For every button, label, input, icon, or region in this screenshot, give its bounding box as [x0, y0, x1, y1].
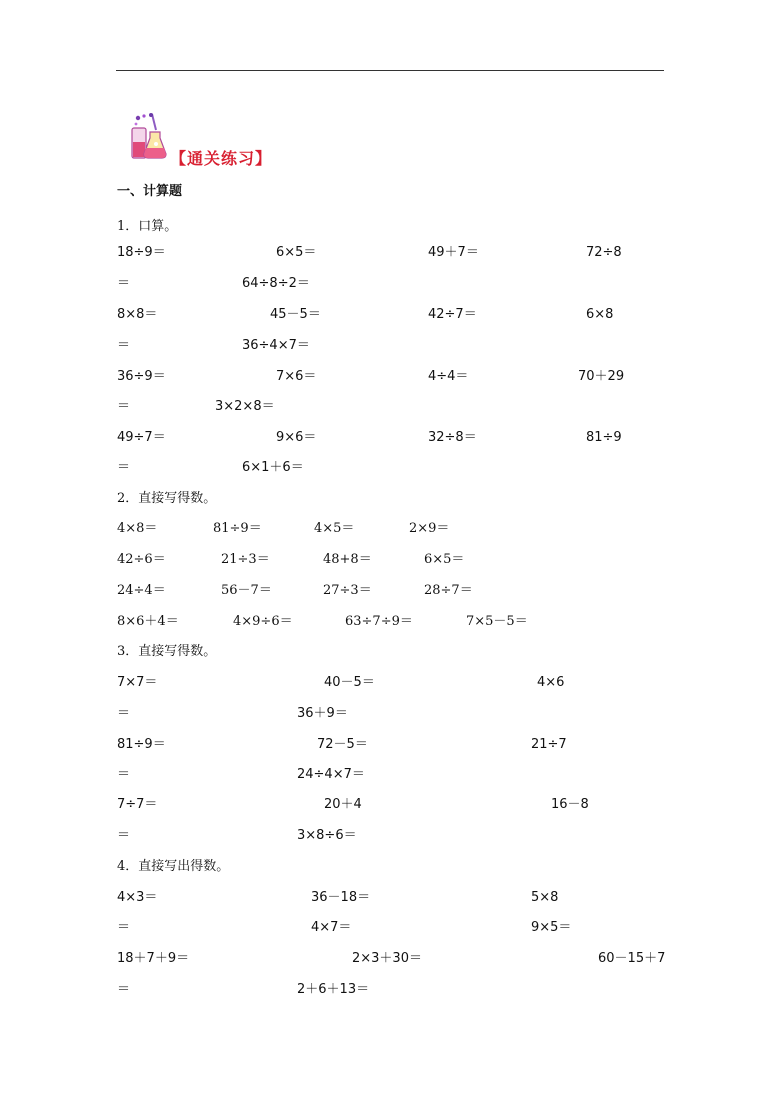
- problem: 8×8＝: [117, 307, 158, 322]
- problem: 2＋6＋13＝: [297, 982, 370, 997]
- problem: 48+8＝: [323, 552, 372, 567]
- problem: 63÷7÷9＝: [345, 614, 413, 629]
- problem: 32÷8＝: [428, 430, 477, 445]
- problem: ＝: [117, 460, 131, 475]
- problem: 8×6＋4＝: [117, 614, 179, 629]
- problem: 3×2×8＝: [215, 399, 275, 414]
- problem: ＝: [117, 338, 131, 353]
- problem: 7×5－5＝: [466, 614, 528, 629]
- problem: 6×1＋6＝: [242, 460, 304, 475]
- question-4-title: 4．直接写出得数。: [117, 859, 230, 874]
- problem: 4÷4＝: [428, 369, 469, 384]
- problem: 49÷7＝: [117, 430, 166, 445]
- problem: ＝: [117, 399, 131, 414]
- problem: 36÷9＝: [117, 369, 166, 384]
- problem: 42÷6＝: [117, 552, 166, 567]
- section-heading: 【通关练习】: [170, 149, 273, 168]
- problem: 6×8: [586, 307, 614, 322]
- problem: 2×9＝: [409, 521, 450, 536]
- problem: 7×6＝: [276, 369, 317, 384]
- problem: ＝: [117, 920, 131, 935]
- problem: 24÷4＝: [117, 583, 166, 598]
- problem: 72÷8: [586, 245, 622, 260]
- problem: 4×8＝: [117, 521, 158, 536]
- problem: 70＋29: [578, 369, 625, 384]
- problem: 6×5＝: [276, 245, 317, 260]
- problem: 60－15＋7: [598, 951, 666, 966]
- problem: 9×6＝: [276, 430, 317, 445]
- problem: 40－5＝: [324, 675, 375, 690]
- question-3-title: 3．直接写得数。: [117, 644, 217, 659]
- problem: ＝: [117, 706, 131, 721]
- problem: 49＋7＝: [428, 245, 479, 260]
- problem: 42÷7＝: [428, 307, 477, 322]
- problem: ＝: [117, 767, 131, 782]
- problem: 81÷9: [586, 430, 622, 445]
- problem: 24÷4×7＝: [297, 767, 365, 782]
- problem: 64÷8÷2＝: [242, 276, 310, 291]
- problem: 28÷7＝: [424, 583, 473, 598]
- problem: ＝: [117, 276, 131, 291]
- problem: 45－5＝: [270, 307, 321, 322]
- problem: 20＋4: [324, 797, 362, 812]
- question-1-title: 1．口算。: [117, 219, 178, 234]
- problem: 2×3＋30＝: [352, 951, 422, 966]
- problem: 81÷9＝: [213, 521, 262, 536]
- problem: 4×6: [537, 675, 565, 690]
- problem: 5×8: [531, 890, 559, 905]
- problem: 4×5＝: [314, 521, 355, 536]
- problem: ＝: [117, 982, 131, 997]
- problem: ＝: [117, 828, 131, 843]
- problem: 18÷9＝: [117, 245, 166, 260]
- question-2-title: 2．直接写得数。: [117, 491, 217, 506]
- flask-icon: [128, 112, 168, 162]
- problem: 4×9÷6＝: [233, 614, 293, 629]
- problem: 7×7＝: [117, 675, 158, 690]
- problem: 36÷4×7＝: [242, 338, 310, 353]
- problem: 27÷3＝: [323, 583, 372, 598]
- problem: 6×5＝: [424, 552, 465, 567]
- problem: 21÷3＝: [221, 552, 270, 567]
- problem: 36＋9＝: [297, 706, 348, 721]
- problem: 4×7＝: [311, 920, 352, 935]
- problem: 7÷7＝: [117, 797, 158, 812]
- problem: 81÷9＝: [117, 737, 166, 752]
- problem: 56－7＝: [221, 583, 272, 598]
- problem: 21÷7: [531, 737, 567, 752]
- section-title: 一、计算题: [117, 184, 183, 199]
- header-rule: [116, 70, 664, 71]
- problem: 3×8÷6＝: [297, 828, 357, 843]
- problem: 36－18＝: [311, 890, 371, 905]
- problem: 18＋7＋9＝: [117, 951, 190, 966]
- problem: 4×3＝: [117, 890, 158, 905]
- problem: 16－8: [551, 797, 589, 812]
- problem: 72－5＝: [317, 737, 368, 752]
- problem: 9×5＝: [531, 920, 572, 935]
